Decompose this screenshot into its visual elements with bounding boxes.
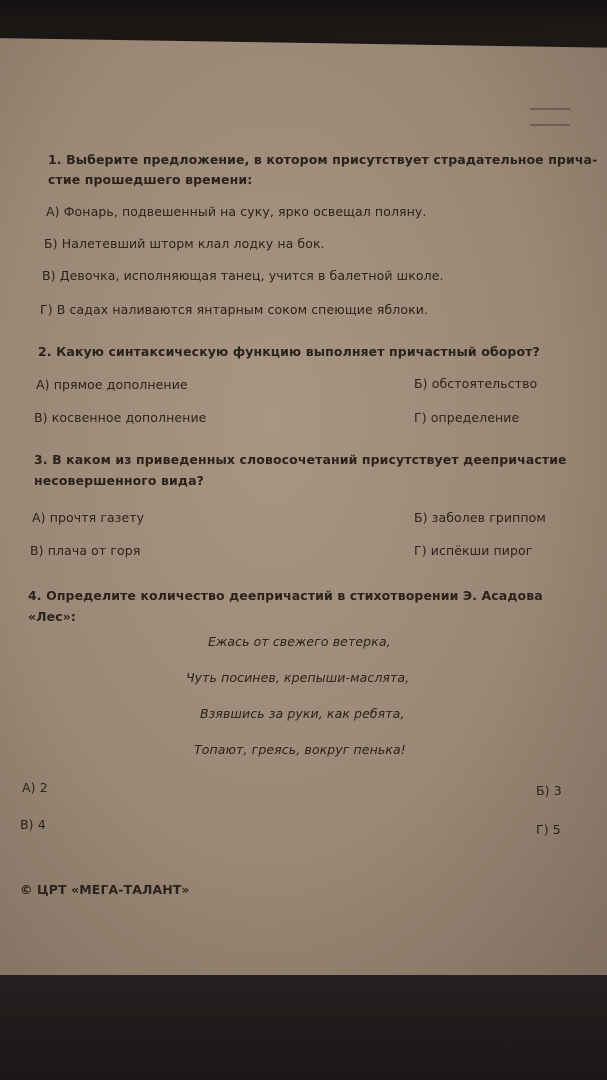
q3-option-b: Б) заболев гриппом bbox=[414, 510, 546, 525]
q1-option-a: А) Фонарь, подвешенный на суку, ярко освещал поляну. bbox=[46, 204, 427, 219]
q4-title-line1: 4. Определите количество деепричастий в стихотворении Э. Асадова bbox=[28, 588, 543, 603]
q3-option-d: Г) испёкши пирог bbox=[414, 543, 533, 558]
poem-line-2: Чуть посинев, крепыши-маслята, bbox=[186, 670, 410, 685]
q4-option-d: Г) 5 bbox=[536, 822, 561, 837]
q3-title-line1: 3. В каком из приведенных словосочетаний присутствует деепричастие bbox=[34, 452, 567, 467]
q1-option-d: Г) В садах наливаются янтарным соком спеющие яблоки. bbox=[40, 302, 429, 317]
q2-option-c: В) косвенное дополнение bbox=[34, 410, 207, 425]
q2-option-d: Г) определение bbox=[414, 410, 520, 425]
poem-line-1: Ежась от свежего ветерка, bbox=[208, 634, 391, 649]
q1-title-line1: 1. Выберите предложение, в котором присутствует страдательное прича- bbox=[48, 152, 598, 167]
q4-title-line2: «Лес»: bbox=[28, 609, 77, 624]
q1-option-c: В) Девочка, исполняющая танец, учится в балетной школе. bbox=[42, 268, 444, 283]
q4-option-a: А) 2 bbox=[22, 780, 48, 795]
poem-line-3: Взявшись за руки, как ребята, bbox=[200, 706, 405, 721]
q4-option-b: Б) 3 bbox=[536, 783, 562, 798]
q3-option-a: А) прочтя газету bbox=[32, 510, 145, 525]
poem-line-4: Топают, греясь, вокруг пенька! bbox=[194, 742, 406, 757]
q1-title-line2: стие прошедшего времени: bbox=[48, 172, 253, 187]
q2-title: 2. Какую синтаксическую функцию выполняет причастный оборот? bbox=[38, 344, 540, 359]
corner-mark bbox=[530, 108, 570, 126]
q2-option-b: Б) обстоятельство bbox=[414, 376, 538, 391]
q2-option-a: А) прямое дополнение bbox=[36, 377, 188, 392]
q4-option-c: В) 4 bbox=[20, 817, 46, 832]
q1-option-b: Б) Налетевший шторм клал лодку на бок. bbox=[44, 236, 325, 251]
footer-copyright: © ЦРТ «МЕГА-ТАЛАНТ» bbox=[20, 882, 190, 897]
q3-title-line2: несовершенного вида? bbox=[34, 473, 204, 488]
q3-option-c: В) плача от горя bbox=[30, 543, 141, 558]
background-bottom bbox=[0, 975, 607, 1080]
